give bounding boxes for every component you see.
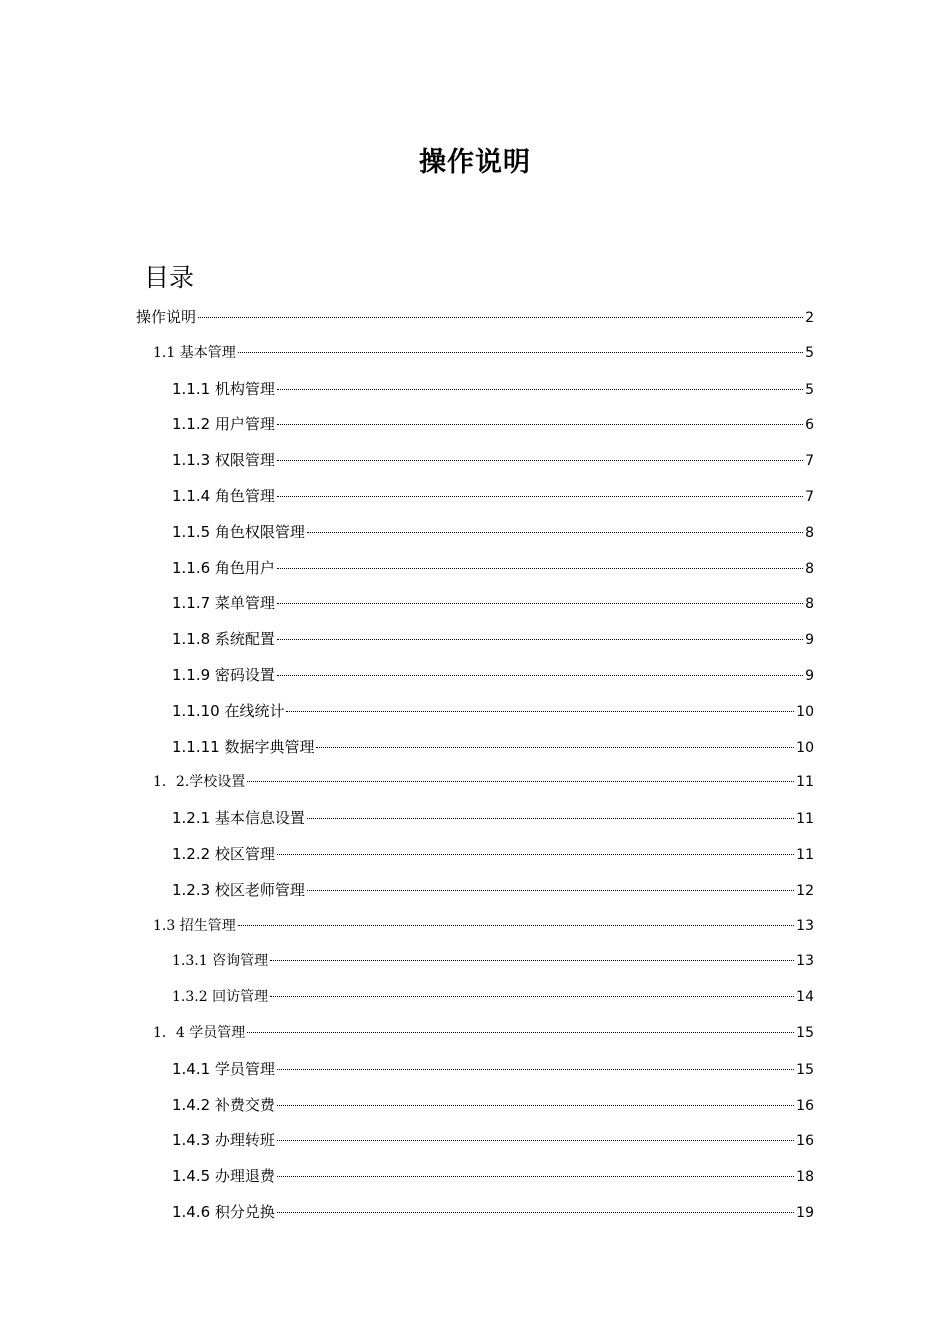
toc-dot-leader — [277, 675, 803, 676]
toc-page-number: 16 — [796, 1097, 814, 1114]
toc-entry-label: 1.1.11 数据字典管理 — [172, 737, 315, 756]
toc-dot-leader — [238, 352, 803, 353]
toc-entry-label: 1.1 基本管理 — [153, 344, 236, 361]
toc-entry[interactable] — [136, 299, 814, 335]
toc-page-number: 5 — [805, 381, 814, 398]
toc-page-number: 10 — [796, 703, 814, 720]
toc-entry-label: 1．4 学员管理 — [153, 1024, 246, 1041]
toc-entry-label: 1.1.9 密码设置 — [172, 665, 275, 684]
toc-dot-leader — [238, 925, 794, 926]
toc-dot-leader — [198, 317, 803, 318]
toc-entry-label: 1.1.3 权限管理 — [172, 451, 275, 470]
toc-entry-label: 1.1.2 用户管理 — [172, 415, 275, 434]
toc-page-number: 12 — [796, 882, 814, 899]
toc-entry[interactable] — [136, 836, 814, 872]
toc-entry-label: 1.2.2 校区管理 — [172, 844, 275, 863]
toc-page-number: 5 — [805, 344, 814, 361]
toc-entry[interactable] — [136, 1051, 814, 1087]
toc-page-number: 7 — [805, 453, 814, 470]
toc-page-number: 14 — [796, 989, 814, 1006]
toc-entry[interactable] — [136, 943, 814, 979]
toc-entry-label: 1.1.1 机构管理 — [172, 379, 275, 398]
toc-entry[interactable] — [136, 621, 814, 657]
toc-entry-label: 1.4.3 办理转班 — [172, 1131, 275, 1150]
toc-page-number: 15 — [796, 1061, 814, 1078]
document-title: 操作说明 — [419, 147, 531, 178]
toc-page-number: 19 — [796, 1204, 814, 1221]
toc-entry-label: 1.4.2 补费交费 — [172, 1095, 275, 1114]
toc-entry-label: 1.4.6 积分兑换 — [172, 1202, 275, 1221]
toc-entry-label: 1.2.3 校区老师管理 — [172, 880, 305, 899]
toc-page-number: 15 — [796, 1024, 814, 1041]
toc-entry-label: 1.3 招生管理 — [153, 917, 236, 934]
toc-page-number: 13 — [796, 917, 814, 934]
toc-page-number: 11 — [796, 811, 814, 828]
toc-entry-label: 1.4.1 学员管理 — [172, 1059, 275, 1078]
toc-entry[interactable] — [136, 657, 814, 693]
toc-entry[interactable] — [136, 442, 814, 478]
toc-page-number: 2 — [805, 310, 814, 326]
toc-dot-leader — [277, 1212, 794, 1213]
toc-entry[interactable] — [136, 764, 814, 800]
toc-dot-leader — [247, 781, 794, 782]
toc-page-number: 8 — [805, 524, 814, 541]
toc-page-number: 16 — [796, 1133, 814, 1150]
toc-entry-label: 1.1.6 角色用户 — [172, 558, 275, 577]
toc-entry-label: 1.4.5 办理退费 — [172, 1167, 275, 1186]
toc-dot-leader — [277, 460, 803, 461]
toc-entry-label: 1.3.2 回访管理 — [172, 989, 269, 1006]
toc-entry[interactable] — [136, 979, 814, 1015]
toc-dot-leader — [270, 960, 794, 961]
toc-dot-leader — [277, 1140, 794, 1141]
toc-entry-label: 1.1.8 系统配置 — [172, 630, 275, 649]
toc-dot-leader — [277, 496, 803, 497]
toc-entry[interactable] — [136, 478, 814, 514]
toc-dot-leader — [277, 1069, 794, 1070]
toc-entry[interactable] — [136, 1158, 814, 1194]
toc-dot-leader — [277, 389, 803, 390]
toc-page-number: 13 — [796, 953, 814, 970]
toc-dot-leader — [277, 568, 803, 569]
toc-dot-leader — [277, 1105, 794, 1106]
toc-page-number: 8 — [805, 596, 814, 613]
toc-entry[interactable] — [136, 693, 814, 729]
toc-entry[interactable] — [136, 800, 814, 836]
toc-entry-label: 1.1.7 菜单管理 — [172, 594, 275, 613]
toc-entry[interactable] — [136, 872, 814, 908]
table-of-contents — [136, 299, 814, 1230]
toc-entry-label: 1.2.1 基本信息设置 — [172, 809, 305, 828]
toc-dot-leader — [270, 996, 794, 997]
toc-dot-leader — [277, 639, 803, 640]
toc-dot-leader — [307, 890, 794, 891]
toc-dot-leader — [277, 854, 794, 855]
toc-entry-label: 1.1.5 角色权限管理 — [172, 522, 305, 541]
toc-entry[interactable] — [136, 371, 814, 407]
toc-page-number: 8 — [805, 560, 814, 577]
toc-entry[interactable] — [136, 550, 814, 586]
toc-page-number: 10 — [796, 739, 814, 756]
toc-dot-leader — [247, 1032, 794, 1033]
toc-dot-leader — [307, 818, 794, 819]
toc-entry[interactable] — [136, 335, 814, 371]
toc-page-number: 11 — [796, 846, 814, 863]
toc-dot-leader — [316, 747, 794, 748]
toc-heading: 目录 — [144, 263, 195, 292]
toc-entry-label: 操作说明 — [136, 308, 197, 326]
toc-dot-leader — [277, 424, 803, 425]
toc-entry[interactable] — [136, 514, 814, 550]
toc-entry[interactable] — [136, 1015, 814, 1051]
toc-entry-label: 1．2.学校设置 — [153, 774, 246, 791]
toc-entry[interactable] — [136, 1122, 814, 1158]
toc-page-number: 11 — [796, 774, 814, 791]
toc-entry[interactable] — [136, 908, 814, 944]
toc-dot-leader — [277, 603, 803, 604]
toc-entry[interactable] — [136, 585, 814, 621]
toc-entry-label: 1.3.1 咨询管理 — [172, 953, 269, 970]
toc-page-number: 7 — [805, 488, 814, 505]
toc-page-number: 18 — [796, 1169, 814, 1186]
toc-page-number: 6 — [805, 417, 814, 434]
toc-entry[interactable] — [136, 1087, 814, 1123]
toc-entry[interactable] — [136, 729, 814, 765]
toc-page-number: 9 — [805, 632, 814, 649]
toc-entry-label: 1.1.10 在线统计 — [172, 701, 285, 720]
toc-dot-leader — [277, 1176, 794, 1177]
toc-entry-label: 1.1.4 角色管理 — [172, 486, 275, 505]
toc-dot-leader — [307, 532, 803, 533]
toc-dot-leader — [286, 711, 794, 712]
toc-entry[interactable] — [136, 1194, 814, 1230]
toc-entry[interactable] — [136, 406, 814, 442]
toc-page-number: 9 — [805, 667, 814, 684]
